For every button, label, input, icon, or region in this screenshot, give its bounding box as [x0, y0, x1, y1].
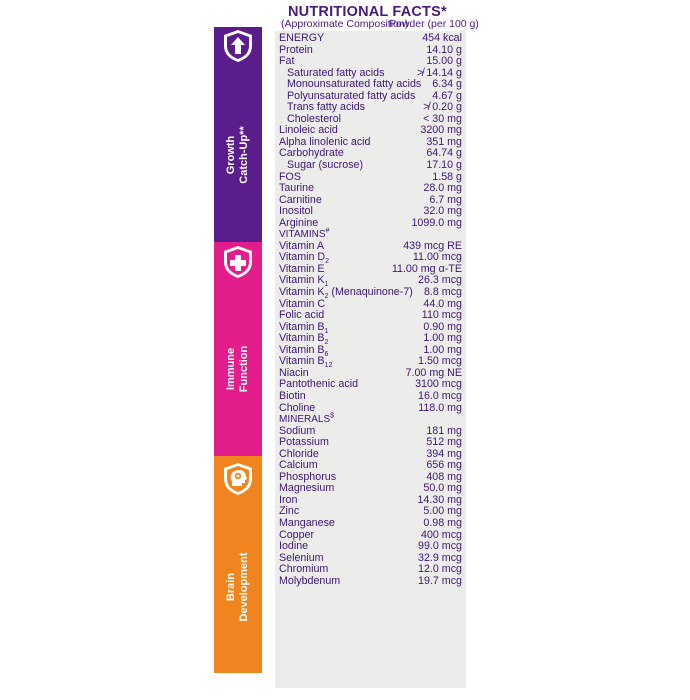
nutrient-value: 118.0 mg: [418, 401, 462, 414]
nutrient-value: 351 mg: [426, 135, 462, 148]
nutrient-value: 408 mg: [426, 470, 462, 483]
nutrient-value: 11.00 mg α-TE: [391, 262, 462, 275]
table-row: [279, 576, 465, 588]
nutrient-value: 11.00 mcg: [412, 251, 462, 264]
nutrient-value: 7.00 mg NE: [405, 366, 462, 379]
nutrient-name: Vitamin E: [279, 262, 325, 275]
nutrient-value: < 30 mg: [423, 112, 462, 125]
nutrient-name: Folic acid: [279, 309, 325, 322]
nutrient-name: ENERGY: [279, 32, 325, 44]
nutrient-value: 16.0 mcg: [418, 389, 462, 402]
nutrient-value: 1.00 mg: [423, 332, 462, 345]
nutrient-name: Choline: [279, 401, 316, 414]
nutrient-name: Sodium: [279, 424, 316, 437]
nutrient-name: Carbohydrate: [279, 147, 344, 160]
nutrient-name: Biotin: [279, 389, 306, 402]
band-immune: [214, 242, 262, 456]
nutrient-name: Iron: [279, 493, 298, 506]
nutrient-name: Vitamin $B_2$: [279, 332, 329, 347]
nutrient-name: Calcium: [279, 459, 318, 472]
subtitle-serving: Powder (per 100 g): [389, 18, 479, 30]
nutrient-name: Monounsaturated fatty acids: [287, 78, 422, 91]
nutrient-name: Chromium: [279, 563, 329, 576]
nutrient-value: 64.74 g: [426, 147, 462, 160]
nutrient-name: Vitamin $B_6$: [279, 343, 329, 358]
band-growth: [214, 27, 262, 242]
nutrient-name: Arginine: [279, 216, 319, 229]
band-growth-label: Growth Catch-Up**: [225, 125, 250, 184]
nutrient-value: ≯ 0.20 g: [423, 101, 462, 114]
nutrient-value: 3100 mcg: [415, 378, 462, 391]
nutrient-value: 28.0 mg: [423, 182, 462, 195]
nutrient-value: ≯ 14.14 g: [417, 66, 462, 79]
nutrient-name: Selenium: [279, 551, 324, 564]
nutrient-name: Vitamin A: [279, 239, 324, 252]
nutrient-name: Fat: [279, 55, 295, 68]
nutrient-name: Vitamin C: [279, 297, 326, 310]
nutrient-value: 99.0 mcg: [418, 540, 462, 553]
band-immune-label: Immune Function: [225, 345, 250, 393]
arrow-up-shield-icon: [222, 29, 254, 63]
nutrient-value: 15.00 g: [426, 55, 462, 68]
nutrient-value: 4.67 g: [432, 89, 462, 102]
nutrient-name: Carnitine: [279, 193, 322, 206]
nutrient-value: 44.0 mg: [423, 297, 462, 310]
nutrient-name: Niacin: [279, 366, 309, 379]
nutrient-name: Copper: [279, 528, 315, 541]
nutrient-name: Potassium: [279, 436, 329, 449]
nutrient-name: Molybdenum: [279, 574, 341, 587]
nutrient-value: 6.7 mg: [429, 193, 462, 206]
nutrient-name: FOS: [279, 170, 301, 183]
subtitle-composition: (Approximate Composition): [281, 18, 409, 30]
nutrient-value: 32.9 mcg: [418, 551, 462, 564]
page-title: NUTRITIONAL FACTS*: [288, 4, 447, 20]
nutrient-value: 6.34 g: [432, 78, 462, 91]
nutrient-value: 14.30 mg: [417, 493, 462, 506]
nutrient-name: Protein: [279, 43, 313, 56]
nutrient-name: Vitamin $K_2$ (Menaquinone-7): [279, 286, 413, 301]
nutrient-name: Iodine: [279, 540, 309, 553]
nutrient-value: 394 mg: [426, 447, 462, 460]
nutrient-value: 5.00 mg: [423, 505, 462, 518]
nutrient-value: 656 mg: [426, 459, 462, 472]
nutrient-name: Zinc: [279, 505, 300, 518]
nutrient-name: Polyunsaturated fatty acids: [287, 89, 416, 102]
nutrient-name: Sugar (sucrose): [287, 159, 364, 172]
table-row: [279, 403, 465, 415]
nutrient-name: Pantothenic acid: [279, 378, 359, 391]
nutrient-value: 454 kcal: [422, 32, 462, 44]
nutrient-name: Vitamin $K_1$: [279, 274, 329, 289]
nutrient-value: 0.90 mg: [423, 320, 462, 333]
nutrient-value: 0.98 mg: [423, 516, 462, 529]
nutrient-value: 8.8 mcg: [423, 286, 462, 299]
nutrient-value: 439 mcg RE: [403, 239, 462, 252]
nutrient-name: Phosphorus: [279, 470, 337, 483]
nutrient-name: Vitamin $D_2$: [279, 251, 330, 266]
nutrient-name: Trans fatty acids: [287, 101, 366, 114]
table-row: [279, 218, 465, 230]
nutrient-name: Manganese: [279, 516, 335, 529]
nutrient-name: Cholesterol: [287, 112, 342, 125]
nutrient-name: Alpha linolenic acid: [279, 135, 371, 148]
nutrient-name: Magnesium: [279, 482, 335, 495]
nutrient-value: 32.0 mg: [423, 205, 462, 218]
nutrient-name: VITAMINS#: [279, 227, 330, 241]
nutrient-value: 1099.0 mg: [411, 216, 462, 229]
nutrient-name: Saturated fatty acids: [287, 66, 385, 79]
nutrient-name: Vitamin $B_1$: [279, 320, 329, 335]
nutrient-value: 1.58 g: [432, 170, 462, 183]
nutrient-value: 1.50 mcg: [418, 355, 462, 368]
nutrient-name: Chloride: [279, 447, 319, 460]
nutrient-name: Inositol: [279, 205, 313, 218]
nutrient-value: 110 mcg: [421, 309, 462, 322]
nutrient-value: 17.10 g: [426, 159, 462, 172]
nutrient-value: 50.0 mg: [423, 482, 462, 495]
nutrient-value: 12.0 mcg: [418, 563, 462, 576]
table-row: [279, 160, 465, 172]
nutrient-value: 14.10 g: [426, 43, 462, 56]
nutrient-value: 181 mg: [426, 424, 462, 437]
nutrient-name: Vitamin $B_{12}$: [279, 355, 333, 370]
band-brain: [214, 456, 262, 673]
nutrient-value: 26.3 mcg: [418, 274, 462, 287]
nutrient-name: MINERALS$: [279, 412, 335, 426]
band-brain-label: Brain Development: [225, 551, 250, 622]
brain-head-icon: [222, 462, 254, 496]
nutrient-name: Taurine: [279, 182, 315, 195]
nutrient-value: 400 mcg: [421, 528, 462, 541]
plus-shield-icon: [222, 245, 254, 279]
nutrition-table: [279, 33, 465, 587]
nutrient-value: 1.00 mg: [423, 343, 462, 356]
nutrient-value: 19.7 mcg: [418, 574, 462, 587]
nutrient-value: 3200 mg: [420, 124, 462, 137]
nutrient-name: Linoleic acid: [279, 124, 338, 137]
nutrient-value: 512 mg: [426, 436, 462, 449]
